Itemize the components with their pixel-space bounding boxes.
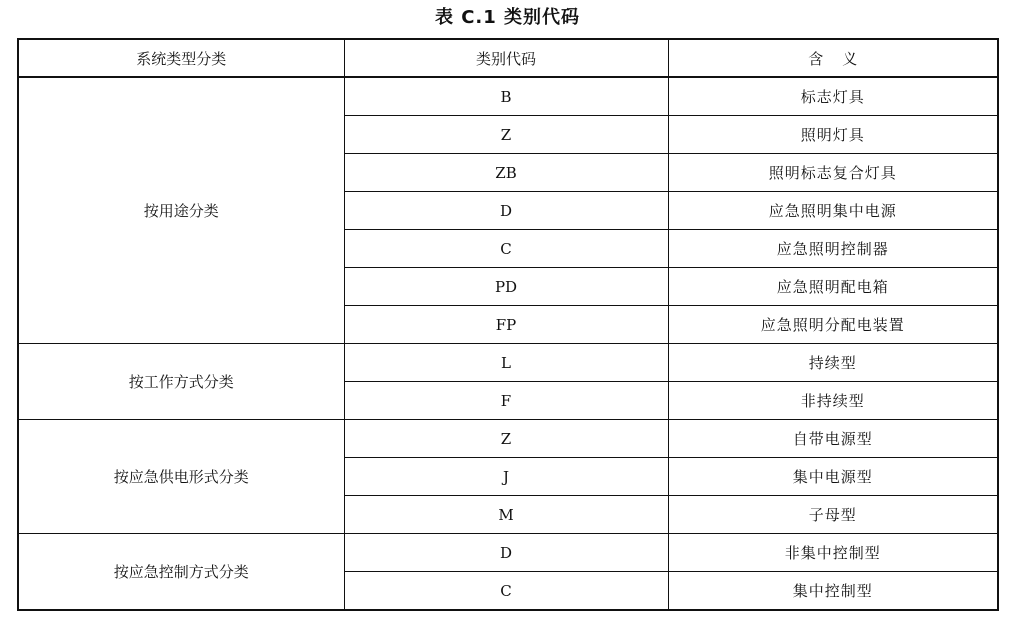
code-cell: C xyxy=(344,572,668,611)
group-by-emergency-power-supply xyxy=(18,420,998,534)
meaning-cell: 子母型 xyxy=(668,496,998,534)
table-caption: 表 C.1 类别代码 xyxy=(434,7,581,28)
group-label: 按用途分类 xyxy=(18,77,344,344)
code-cell: L xyxy=(344,344,668,382)
header-meaning: 含 义 xyxy=(668,39,998,77)
code-cell: D xyxy=(344,534,668,572)
code-cell: Z xyxy=(344,420,668,458)
group-by-working-mode xyxy=(18,344,998,420)
meaning-cell: 应急照明配电箱 xyxy=(668,268,998,306)
group-label: 按应急供电形式分类 xyxy=(18,420,344,534)
group-by-purpose xyxy=(18,77,998,344)
meaning-cell: 集中控制型 xyxy=(668,572,998,611)
code-cell: PD xyxy=(344,268,668,306)
code-cell: F xyxy=(344,382,668,420)
code-cell: FP xyxy=(344,306,668,344)
meaning-cell: 应急照明控制器 xyxy=(668,230,998,268)
table-row xyxy=(18,77,998,116)
meaning-cell: 非集中控制型 xyxy=(668,534,998,572)
code-cell: M xyxy=(344,496,668,534)
meaning-cell: 应急照明集中电源 xyxy=(668,192,998,230)
meaning-cell: 集中电源型 xyxy=(668,458,998,496)
meaning-cell: 应急照明分配电装置 xyxy=(668,306,998,344)
table-header-row xyxy=(18,39,998,77)
group-by-emergency-control xyxy=(18,534,998,611)
group-label: 按工作方式分类 xyxy=(18,344,344,420)
code-cell: B xyxy=(344,77,668,116)
table-row xyxy=(18,534,998,572)
meaning-cell: 标志灯具 xyxy=(668,77,998,116)
meaning-cell: 持续型 xyxy=(668,344,998,382)
group-label: 按应急控制方式分类 xyxy=(18,534,344,611)
header-system-type: 系统类型分类 xyxy=(18,39,344,77)
category-code-table xyxy=(17,38,999,611)
code-cell: C xyxy=(344,230,668,268)
meaning-cell: 照明标志复合灯具 xyxy=(668,154,998,192)
table-row xyxy=(18,420,998,458)
code-cell: ZB xyxy=(344,154,668,192)
code-cell: J xyxy=(344,458,668,496)
code-cell: D xyxy=(344,192,668,230)
table-row xyxy=(18,344,998,382)
header-category-code: 类别代码 xyxy=(344,39,668,77)
meaning-cell: 照明灯具 xyxy=(668,116,998,154)
meaning-cell: 自带电源型 xyxy=(668,420,998,458)
meaning-cell: 非持续型 xyxy=(668,382,998,420)
code-cell: Z xyxy=(344,116,668,154)
